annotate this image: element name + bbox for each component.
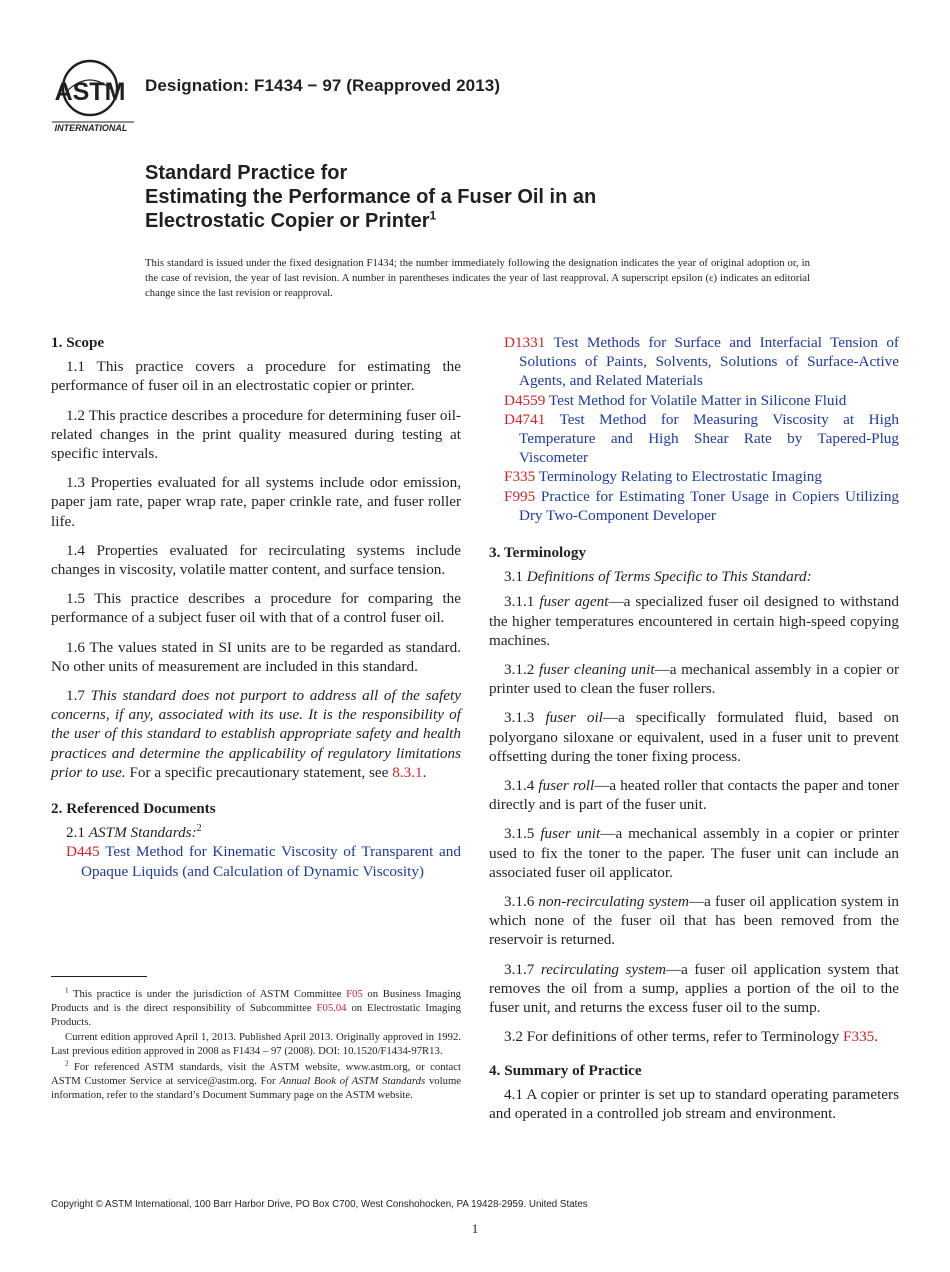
definition-num: 3.1.1 (504, 593, 540, 611)
definition-term: recirculating system (540, 960, 666, 978)
definition-item (489, 776, 899, 814)
term-3-1-num: 3.1 (504, 568, 527, 586)
definition-text: —a fuser oil application system that removes the oil from a sump, applies a portion of the oil to the fuser unit, and returns the excess fuser oil to the sump. (489, 960, 900, 1017)
term-3-2-text: 3.2 For definitions of other terms, refer to Terminology (504, 1028, 844, 1046)
footnotes (51, 988, 461, 1104)
reference-code[interactable]: D4559 (504, 391, 546, 409)
footnote-2-text-a: For referenced ASTM standards, visit the ASTM website, www.astm.org, or contact ASTM Customer Service at service@astm.org. For (51, 1060, 461, 1087)
definition-num: 3.1.4 (504, 777, 539, 795)
scope-heading: 1. Scope (51, 334, 105, 351)
section-8-3-1-link[interactable]: 8.3.1 (392, 763, 423, 781)
astm-logo (50, 58, 136, 134)
definition-term: fuser roll (538, 777, 595, 795)
definition-text: —a mechanical assembly in a copier or printer used to fix the toner to the paper. The fuser unit can include an associated fuser oil applicator. (489, 825, 899, 881)
footnote-2-mark: 2 (196, 823, 202, 835)
left-column (51, 333, 461, 881)
definition-num: 3.1.2 (504, 661, 539, 679)
definition-item (489, 708, 899, 766)
definition-item (489, 960, 899, 1018)
footnote-1-text-a: This practice is under the jurisdiction of ASTM Committee (68, 988, 347, 1000)
reference-title[interactable]: Terminology Relating to Electrostatic Imaging (538, 468, 822, 486)
definition-term: fuser cleaning unit (539, 661, 655, 679)
reference-code[interactable]: F995 (504, 487, 536, 505)
footnote-1-text-b: on Business Imaging Products and is the direct responsibility of Subcommittee (51, 988, 462, 1014)
scope-1-7-end: . (422, 763, 427, 781)
definition-term: fuser agent (539, 593, 609, 611)
reference-list-right (489, 333, 899, 525)
scope-1-7-num: 1.7 (66, 687, 91, 705)
reference-title[interactable]: Test Methods for Surface and Interfacial Tension of Solutions of Paints, Solvents, Solutions of Surface-Active Agents, and Related Materials (519, 334, 899, 390)
reference-item[interactable] (504, 391, 899, 410)
definition-term: fuser unit (540, 825, 601, 843)
reference-title[interactable]: Practice for Estimating Toner Usage in Copiers Utilizing Dry Two-Component Developer (519, 487, 900, 524)
reference-item[interactable] (504, 467, 899, 486)
footnote-2-mark-text: 2 (65, 1059, 69, 1068)
annual-book-title: Annual Book of ASTM Standards (279, 1074, 426, 1087)
logo-letters: ASTM (54, 78, 126, 106)
reference-title[interactable]: Test Method for Volatile Matter in Silicone Fluid (548, 391, 847, 409)
title-footnote-mark: 1 (429, 208, 437, 223)
astm-logo-icon (50, 58, 136, 134)
ref-2-1 (51, 823, 461, 842)
f05-link[interactable]: F05 (346, 988, 363, 1000)
f335-link[interactable]: F335 (843, 1028, 875, 1046)
scope-1-4: 1.4 Properties evaluated for recirculating systems include changes in viscosity, volatile matter content, and surface tension. (51, 541, 461, 579)
definition-item (489, 824, 899, 882)
definition-item (489, 660, 899, 698)
reference-code[interactable]: D445 (66, 843, 100, 861)
definition-item (489, 592, 899, 650)
definition-term: non-recirculating system (538, 893, 689, 911)
term-3-2 (489, 1027, 899, 1046)
copyright-notice: Copyright © ASTM International, 100 Barr Harbor Drive, PO Box C700, West Conshohocken, PA 19428-2959. United States (51, 1199, 588, 1210)
reference-code[interactable]: D1331 (504, 334, 546, 351)
reference-title[interactable]: Test Method for Kinematic Viscosity of Transparent and Opaque Liquids (and Calculation of Dynamic Viscosity) (81, 843, 461, 880)
definition-text: —a specifically formulated fluid, based on polyorgano siloxane or equivalent, used in a fuser unit to prevent offsetting during the toner fixing process. (489, 709, 899, 765)
logo-subtitle: INTERNATIONAL (54, 123, 128, 133)
title-line-3 (145, 209, 596, 233)
definition-item (489, 892, 899, 950)
issuance-statement: This standard is issued under the fixed designation F1434; the number immediately following the designation indicates the year of original adoption or, in the case of revision, the year of last revision. A number in parentheses indicates the year of last reapproval. A superscript epsilon (ε) indicates an editorial change since the last revision or reapproval. (145, 257, 810, 300)
summary-heading: 4. Summary of Practice (489, 1061, 642, 1079)
scope-1-5: 1.5 This practice describes a procedure for comparing the performance of a subject fuser oil with that of a control fuser oil. (51, 590, 461, 627)
reference-code[interactable]: D4741 (504, 410, 546, 428)
definition-num: 3.1.7 (504, 960, 541, 978)
footnote-1-mark: 1 (65, 986, 69, 995)
footnote-1-text-c: on Electrostatic Imaging Products. (51, 1001, 461, 1028)
scope-1-2: 1.2 This practice describes a procedure for determining fuser oil-related changes in the print quality measured during testing at specific intervals. (51, 406, 461, 463)
page-number: 1 (471, 1221, 479, 1236)
scope-1-7 (51, 686, 461, 782)
reference-item[interactable] (504, 333, 899, 391)
definition-text: —a heated roller that contacts the paper and toner directly and is part of the fuser unit. (489, 777, 899, 814)
term-3-2-end: . (874, 1028, 879, 1046)
reference-title[interactable]: Test Method for Measuring Viscosity at High Temperature and High Shear Rate by Tapered-Plug Viscometer (519, 410, 899, 467)
ref-2-1-num: 2.1 (66, 824, 89, 842)
term-3-1-label: Definitions of Terms Specific to This Standard: (526, 568, 812, 586)
right-column (489, 333, 899, 1133)
reference-list-left (51, 842, 461, 880)
scope-1-7-tail: For a specific precautionary statement, see (125, 763, 393, 781)
safety-caveat: This standard does not purport to address all of the safety concerns, if any, associated with its use. It is the responsibility of the user of this standard to establish appropriate safety and health practices and determine the applicability of regulatory limitations prior to use. (51, 687, 462, 781)
reference-item[interactable] (504, 487, 899, 525)
scope-1-3: 1.3 Properties evaluated for all systems include odor emission, paper jam rate, paper wrap rate, paper crinkle rate, and fuser roller life. (51, 474, 461, 530)
document-title (145, 161, 596, 233)
definition-num: 3.1.6 (504, 893, 539, 911)
referenced-documents-heading: 2. Referenced Documents (51, 800, 216, 818)
definition-num: 3.1.3 (504, 709, 546, 727)
definition-text: —a fuser oil application system in which none of the fuser oil that has been removed from the reservoir is returned. (489, 893, 899, 949)
footnote-2-text-b: volume information, refer to the standard’s Document Summary page on the ASTM website. (51, 1074, 461, 1101)
title-line-2: Estimating the Performance of a Fuser Oil in an (145, 186, 597, 208)
f05-04-link[interactable]: F05.04 (316, 1001, 347, 1014)
title-line-1: Standard Practice for (145, 162, 348, 184)
scope-1-6: 1.6 The values stated in SI units are to be regarded as standard. No other units of measurement are included in this standard. (51, 638, 461, 675)
footnote-1-edition: Current edition approved April 1, 2013. Published April 2013. Originally approved in 1992. Last previous edition approved in 2008 as F1434 – 97 (2008). DOI: 10.1520/F1434-97R13. (51, 1031, 461, 1058)
terminology-heading: 3. Terminology (489, 544, 587, 562)
footnote-1 (51, 988, 461, 1029)
summary-4-1: 4.1 A copier or printer is set up to standard operating parameters and operated in a controlled job stream and environment. (489, 1085, 899, 1122)
astm-standards-label: ASTM Standards: (88, 824, 197, 842)
definition-num: 3.1.5 (504, 825, 541, 843)
reference-item[interactable] (504, 410, 899, 468)
definition-text: —a mechanical assembly in a copier or printer used to clean the fuser rollers. (489, 661, 900, 698)
footnote-2 (51, 1061, 461, 1102)
footnote-divider (51, 976, 147, 977)
definition-term: fuser oil (545, 709, 603, 727)
definition-text: —a specialized fuser oil designed to withstand the higher temperatures encountered in certain high-speed copying machines. (489, 593, 899, 649)
title-line-3-text: Electrostatic Copier or Printer (145, 210, 430, 232)
scope-1-1: 1.1 This practice covers a procedure for estimating the performance of fuser oil in an electrostatic copier or printer. (51, 358, 461, 395)
reference-item[interactable] (66, 842, 461, 880)
reference-code[interactable]: F335 (504, 468, 536, 486)
designation: Designation: F1434 − 97 (Reapproved 2013) (145, 76, 501, 95)
term-3-1 (489, 567, 899, 586)
